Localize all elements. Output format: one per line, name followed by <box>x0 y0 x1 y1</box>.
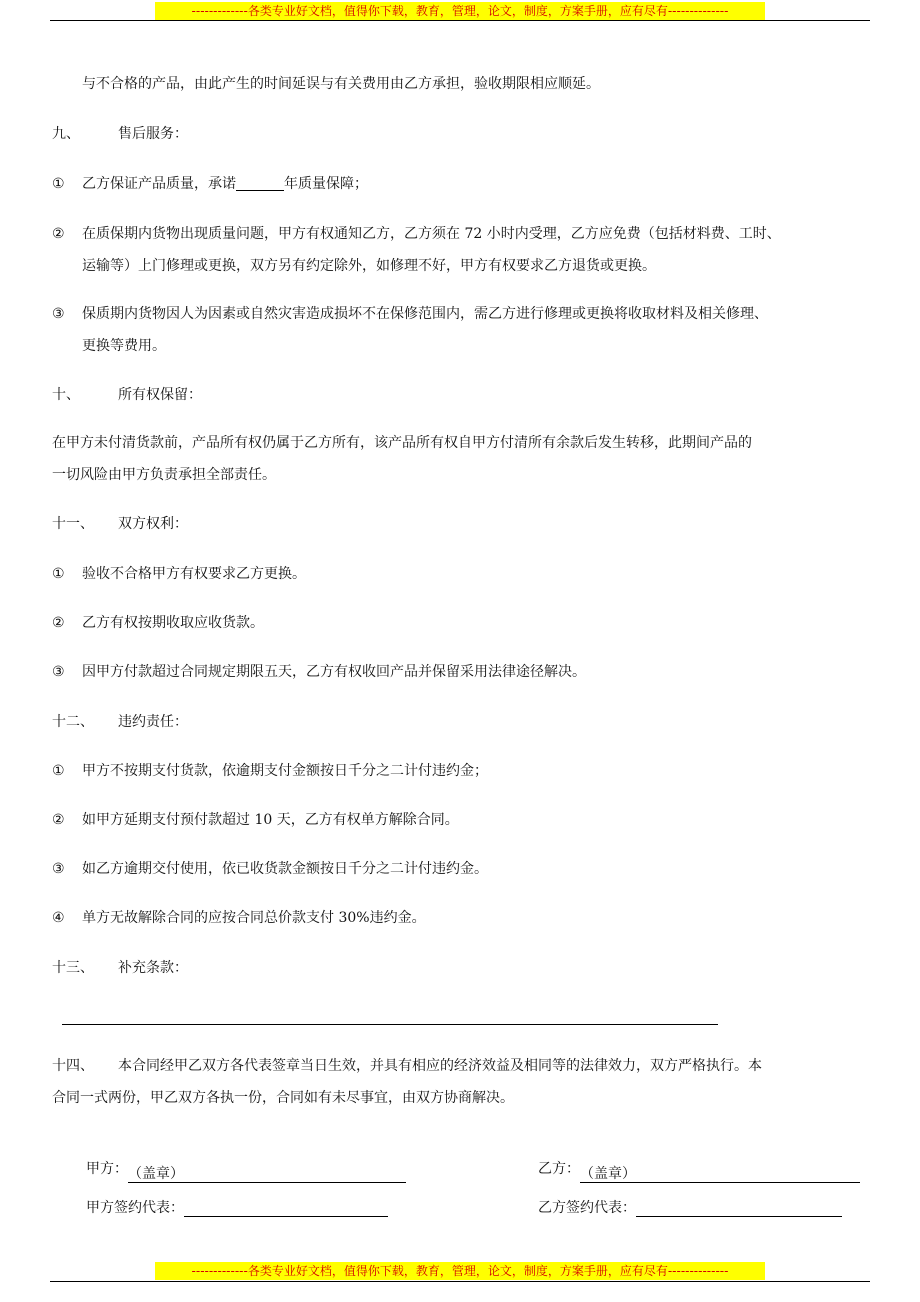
party-b-seal-text: （盖章） <box>580 1166 636 1182</box>
header-banner: -------------各类专业好文档，值得你下载，教育，管理，论文，制度，方案手册，应有尽有-------------- <box>155 2 765 20</box>
section-12-item-4 <box>52 908 872 928</box>
item-marker: ② <box>52 226 65 242</box>
item-text: 乙方保证产品质量，承诺 <box>82 176 236 192</box>
section-12-item-1 <box>52 761 872 781</box>
section-13-number: 十三、 <box>52 960 94 976</box>
section-10-number: 十、 <box>52 387 80 403</box>
party-a-rep-line <box>184 1198 388 1217</box>
party-b-seal-line <box>580 1164 860 1183</box>
item-text: 年质量保障； <box>284 176 368 192</box>
footer-banner: -------------各类专业好文档，值得你下载，教育，管理，论文，制度，方案手册，应有尽有-------------- <box>155 1262 765 1280</box>
section-10-title: 所有权保留： <box>118 387 202 403</box>
party-a-representative-field <box>86 1198 388 1218</box>
party-a-label: 甲方： <box>86 1161 128 1177</box>
item-text: 甲方不按期支付货款，依逾期支付金额按日千分之二计付违约金； <box>82 763 488 779</box>
section-12-title: 违约责任： <box>118 714 188 730</box>
section-12-heading <box>52 712 872 732</box>
section-9-number: 九、 <box>52 126 80 142</box>
section-13-heading <box>52 958 872 978</box>
section-11-item-2 <box>52 613 872 633</box>
section-9-item-2 <box>52 224 872 244</box>
item-text: 因甲方付款超过合同规定期限五天，乙方有权收回产品并保留采用法律途径解决。 <box>82 664 586 680</box>
party-b-rep-line <box>636 1198 842 1217</box>
item-text: 乙方有权按期收取应收货款。 <box>82 615 264 631</box>
section-14-text: 本合同经甲乙双方各代表签章当日生效，并具有相应的经济效益及相同等的法律效力，双方严格执行。本 <box>118 1058 762 1074</box>
item-text: 单方无故解除合同的应按合同总价款支付 30%违约金。 <box>82 910 426 926</box>
item-text: 验收不合格甲方有权要求乙方更换。 <box>82 566 306 582</box>
section-9-title: 售后服务： <box>118 126 188 142</box>
section-11-title: 双方权利： <box>118 516 188 532</box>
section-11-heading <box>52 514 872 534</box>
supplementary-terms-blank-line <box>62 1024 718 1025</box>
section-14-paragraph-line-1 <box>52 1056 872 1076</box>
party-a-seal-line <box>128 1164 406 1183</box>
header-rule <box>50 20 870 21</box>
item-marker: ④ <box>52 910 65 926</box>
item-text: 在质保期内货物出现质量问题，甲方有权通知乙方，乙方须在 72 小时内受理，乙方应免费（包括材料费、工时、 <box>82 226 781 242</box>
party-b-representative-field <box>538 1198 842 1218</box>
section-11-number: 十一、 <box>52 516 94 532</box>
footer-rule <box>50 1281 870 1282</box>
party-a-seal-text: （盖章） <box>128 1166 184 1182</box>
section-14-number: 十四、 <box>52 1058 94 1074</box>
section-11-item-3 <box>52 662 872 682</box>
section-9-item-3 <box>52 304 872 324</box>
section-9-item-3-cont: 更换等费用。 <box>82 338 166 354</box>
item-text: 如甲方延期支付预付款超过 10 天，乙方有权单方解除合同。 <box>82 812 459 828</box>
party-a-seal-field <box>86 1159 406 1183</box>
section-10-heading <box>52 385 872 405</box>
section-14-paragraph-line-2: 合同一式两份，甲乙双方各执一份，合同如有未尽事宜，由双方协商解决。 <box>52 1090 514 1106</box>
section-9-item-1 <box>52 174 872 194</box>
section-13-title: 补充条款： <box>118 960 188 976</box>
item-marker: ① <box>52 566 65 582</box>
item-marker: ② <box>52 615 65 631</box>
section-10-paragraph-line-1: 在甲方未付清货款前，产品所有权仍属于乙方所有，该产品所有权自甲方付清所有余款后发生转移，此期间产品的 <box>52 435 752 451</box>
party-b-rep-label: 乙方签约代表： <box>538 1200 636 1216</box>
section-9-item-2-cont: 运输等）上门修理或更换，双方另有约定除外，如修理不好，甲方有权要求乙方退货或更换。 <box>82 258 656 274</box>
section-12-number: 十二、 <box>52 714 94 730</box>
party-a-rep-label: 甲方签约代表： <box>86 1200 184 1216</box>
warranty-years-blank <box>236 174 284 191</box>
section-12-item-2 <box>52 810 872 830</box>
section-12-item-3 <box>52 859 872 879</box>
item-marker: ③ <box>52 306 65 322</box>
item-text: 如乙方逾期交付使用，依已收货款金额按日千分之二计付违约金。 <box>82 861 488 877</box>
intro-paragraph: 与不合格的产品，由此产生的时间延误与有关费用由乙方承担，验收期限相应顺延。 <box>82 76 600 92</box>
section-9-heading <box>52 124 872 144</box>
item-marker: ① <box>52 176 65 192</box>
party-b-label: 乙方： <box>538 1161 580 1177</box>
item-marker: ③ <box>52 861 65 877</box>
item-marker: ② <box>52 812 65 828</box>
section-11-item-1 <box>52 564 872 584</box>
item-marker: ③ <box>52 664 65 680</box>
item-marker: ① <box>52 763 65 779</box>
section-10-paragraph-line-2: 一切风险由甲方负责承担全部责任。 <box>52 467 276 483</box>
party-b-seal-field <box>538 1159 860 1183</box>
item-text: 保质期内货物因人为因素或自然灾害造成损坏不在保修范围内，需乙方进行修理或更换将收取材料及相关修理、 <box>82 306 768 322</box>
